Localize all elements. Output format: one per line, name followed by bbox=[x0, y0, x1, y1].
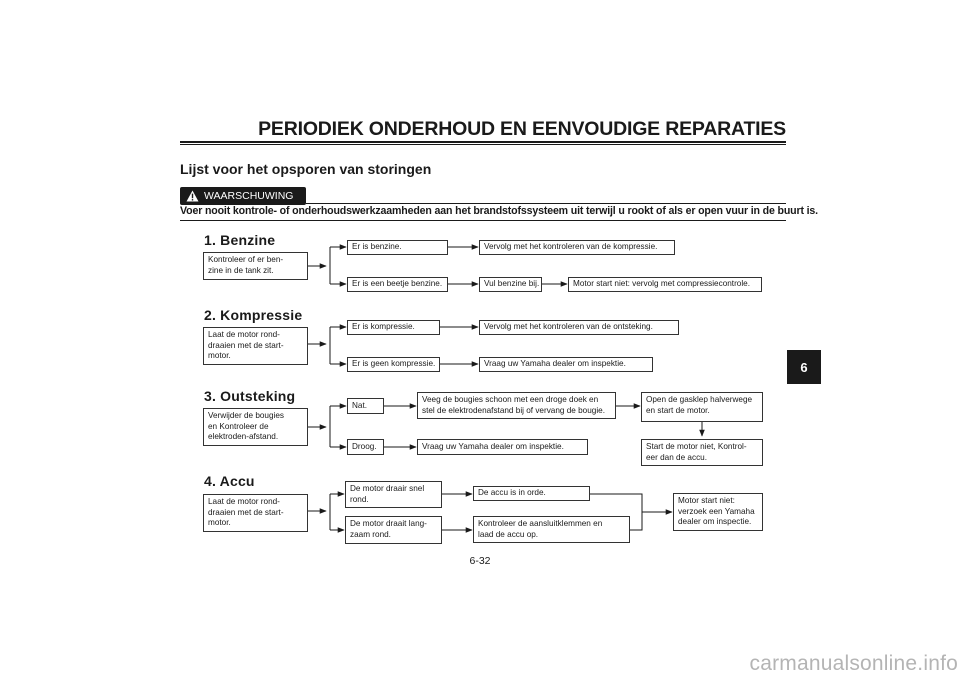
step-4-branch-a: De motor draair snel rond. bbox=[345, 481, 442, 508]
step-3-branch-a: Nat. bbox=[347, 398, 384, 414]
step-2-result-a: Vervolg met het kontroleren van de ontsteking. bbox=[479, 320, 679, 335]
step-4-result-b: Kontroleer de aansluitklemmen en laad de accu op. bbox=[473, 516, 630, 543]
step-1-result-a: Vervolg met het kontroleren van de kompressie. bbox=[479, 240, 675, 255]
step-3-title: 3. Outsteking bbox=[204, 388, 296, 404]
step-2-result-b: Vraag uw Yamaha dealer om inspektie. bbox=[479, 357, 653, 372]
step-4-result-a: De accu is in orde. bbox=[473, 486, 590, 501]
page-number: 6-32 bbox=[469, 555, 491, 567]
step-4-start-box: Laat de motor rond- draaien met de start- motor. bbox=[203, 494, 308, 532]
step-1-result-b: Vul benzine bij. bbox=[479, 277, 542, 292]
warning-text: Voer nooit kontrole- of onderhoudswerkzaamheden aan het brandstofssysteem uit terwijl u rookt of als er open vuur in de buurt is. bbox=[180, 205, 818, 217]
step-2-title: 2. Kompressie bbox=[204, 307, 303, 323]
chapter-tab: 6 bbox=[787, 350, 821, 384]
step-4-title: 4. Accu bbox=[204, 473, 255, 489]
warning-label: WAARSCHUWING bbox=[204, 190, 294, 202]
watermark: carmanualsonline.info bbox=[749, 652, 958, 675]
step-2-branch-a: Er is kompressie. bbox=[347, 320, 440, 335]
step-3-result-a3: Start de motor niet, Kontrol- eer dan de accu. bbox=[641, 439, 763, 466]
step-1-title: 1. Benzine bbox=[204, 232, 276, 248]
step-2-branch-b: Er is geen kompressie. bbox=[347, 357, 440, 372]
step-4-branch-b: De motor draait lang- zaam rond. bbox=[345, 516, 442, 544]
section-title: Lijst voor het opsporen van storingen bbox=[180, 161, 432, 177]
step-1-branch-b: Er is een beetje benzine. bbox=[347, 277, 448, 292]
step-3-branch-b: Droog. bbox=[347, 439, 384, 455]
step-2-start-box: Laat de motor rond- draaien met de start- motor. bbox=[203, 327, 308, 365]
page-header-title: PERIODIEK ONDERHOUD EN EENVOUDIGE REPARATIES bbox=[258, 118, 786, 140]
step-4-final: Motor start niet: verzoek een Yamaha dealer om inspectie. bbox=[673, 493, 763, 531]
step-1-branch-a: Er is benzine. bbox=[347, 240, 448, 255]
step-3-result-b: Vraag uw Yamaha dealer om inspektie. bbox=[417, 439, 588, 455]
step-3-start-box: Verwijder de bougies en Kontroleer de elektroden-afstand. bbox=[203, 408, 308, 446]
step-3-result-a2: Open de gasklep halverwege en start de motor. bbox=[641, 392, 763, 422]
step-1-result-b2: Motor start niet: vervolg met compressiecontrole. bbox=[568, 277, 762, 292]
step-3-result-a: Veeg de bougies schoon met een droge doek en stel de elektrodenafstand bij of vervang de bougie. bbox=[417, 392, 616, 419]
step-1-start-box: Kontroleer of er ben- zine in de tank zit. bbox=[203, 252, 308, 280]
